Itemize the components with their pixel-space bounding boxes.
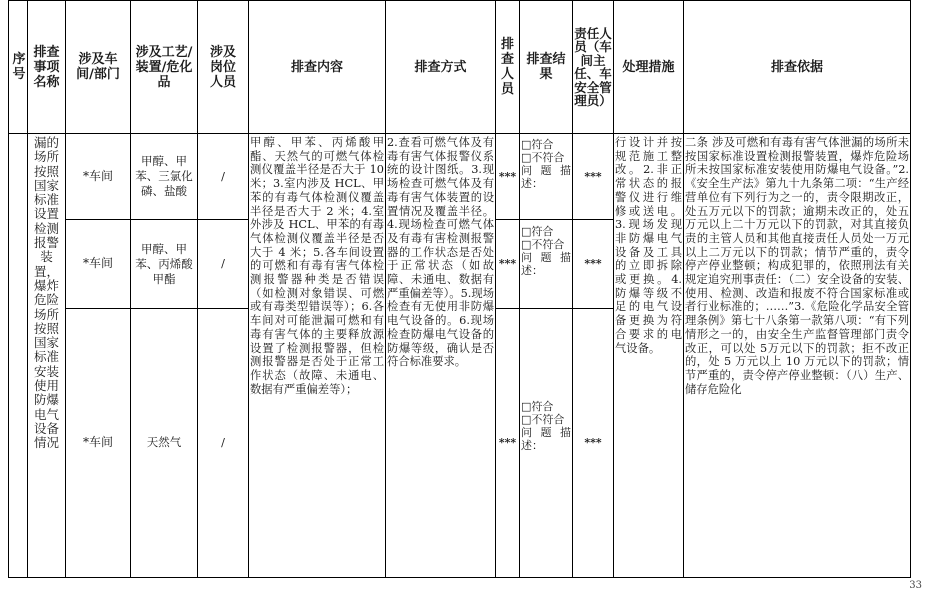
result-no-checkbox[interactable]: □不符合 (521, 413, 565, 426)
grid-line (8, 577, 911, 578)
row-1-resp: *** (584, 169, 602, 183)
header-process: 涉及工艺/装置/危化品 (135, 44, 193, 90)
row-2-post: / (221, 257, 225, 271)
inspection-content: 甲醇、甲苯、丙烯酸甲酯、天然气的可燃气体检测仪覆盖半径是否大于 10 米；3.室内涉及 HCL、甲苯的有毒气体检测仪覆盖半径是否大于 2 米；4.室外涉及 HCL、甲苯的有毒气体检测仪覆盖半径是否大于 4 米；5.各车间设置的可燃和有毒有害气体检测报警器种类是否错误（如检测对象错误、可燃或有毒类型错误等）；6.各车间对可能泄漏可燃和有毒有害气体的主要释放源设置了检测报警器，但检测报警器是否处于正常工作状态（故障、未通电、数据有严重偏差等）； (250, 136, 384, 396)
header-measures: 处理措施 (622, 59, 675, 75)
inspection-basis: 二条 涉及可燃和有毒有害气体泄漏的场所未按国家标准设置检测报警装置，爆炸危险场所未按国家标准安装使用防爆电气设备。”2.《安全生产法》第九十九条第二项：“生产经营单位有下列行为之一的，责令限期改正，处五万元以下的罚款；逾期未改正的，处五万元以上二十万元以下的罚款，对其直接负责的主管人员和其他直接责任人员处一万元以上二万元以下的罚款；情节严重的，责令停产停业整顿；构成犯罪的，依照刑法有关规定追究刑事责任：（二）安全设备的安装、使用、检测、改造和报废不符合国家标准或者行业标准的；……”3.《危险化学品安全管理条例》第七十八条第一款第八项：“有下列情形之一的，由安全生产监督管理部门责令改正，可以处 5万元以下的罚款；拒不改正的，处 5 万元以上 10 万元以下的罚款；情节严重的，责令停产停业整顿：（八）生产、储存危险化 (685, 136, 909, 396)
header-content: 排查内容 (290, 59, 343, 75)
inspection-method: 2.查看可燃气体及有毒有害气体报警仪系统的设计图纸。3.现场检查可燃气体及有毒有害气体装置的设置情况及覆盖半径。4.现场检查可燃气体及有毒有害检测报警器的工作状态是否处于正常状态（如故障、未通电、数据有严重偏差等）。5.现场检查有无使用非防爆电气设备的。6.现场检查防爆电气设备的防爆等级，确认是否符合标准要求。 (387, 136, 494, 369)
result-desc-label: 问题描述： (521, 426, 571, 452)
row-1-result (521, 138, 571, 218)
grid-line (910, 0, 911, 578)
header-basis: 排查依据 (770, 59, 823, 75)
row-3-process: 天然气 (146, 435, 182, 450)
result-desc-label: 问题描述： (521, 164, 571, 190)
row-1-post: / (221, 169, 225, 183)
handling-measures: 行设计并按规范施工整改。2.非正常状态的报警仪进行维修或送电。3.现场发现非防爆电气设备及工具的立即拆除或更换。4.防爆等级不足的电气设备更换为符合要求的电气设备。 (615, 136, 682, 355)
page-number: 33 (909, 580, 922, 591)
result-desc-label: 问题描述： (521, 251, 571, 277)
header-result: 排查结果 (526, 52, 566, 82)
item-name: 漏的场所按照国家标准设置检测报警装置，爆炸危险场所按照国家标准安装使用防爆电气设备情况 (33, 136, 59, 451)
header-method: 排查方式 (414, 59, 467, 75)
header-dept: 涉及车间/部门 (76, 52, 120, 82)
row-2-resp: *** (584, 257, 602, 271)
header-inspector: 排查人员 (500, 37, 514, 97)
row-1-process: 甲醇、甲苯、三氯化磷、盐酸 (135, 154, 193, 198)
row-3-post: / (221, 436, 225, 450)
row-3-resp: *** (584, 436, 602, 450)
row-2-process: 甲醇、甲苯、丙烯酸甲酯 (135, 241, 193, 286)
result-no-checkbox[interactable]: □不符合 (521, 238, 565, 251)
row-1-inspector: *** (498, 169, 517, 183)
header-no: 序号 (12, 52, 26, 82)
row-2-inspector: *** (498, 257, 517, 271)
result-ok-checkbox[interactable]: □符合 (521, 138, 554, 151)
result-ok-checkbox[interactable]: □符合 (521, 225, 554, 238)
row-2-dept: *车间 (82, 256, 113, 271)
header-item: 排查事项名称 (33, 44, 60, 90)
result-ok-checkbox[interactable]: □符合 (521, 400, 554, 413)
row-2-result (521, 225, 571, 307)
row-1-dept: *车间 (82, 168, 113, 183)
row-3-inspector: *** (498, 436, 517, 450)
header-post: 涉及岗位人员 (209, 44, 236, 90)
row-3-dept: *车间 (82, 435, 113, 450)
header-resp: 责任人员（车间主任、车安全管理员） (574, 25, 612, 108)
result-no-checkbox[interactable]: □不符合 (521, 151, 565, 164)
row-3-result (521, 400, 571, 490)
